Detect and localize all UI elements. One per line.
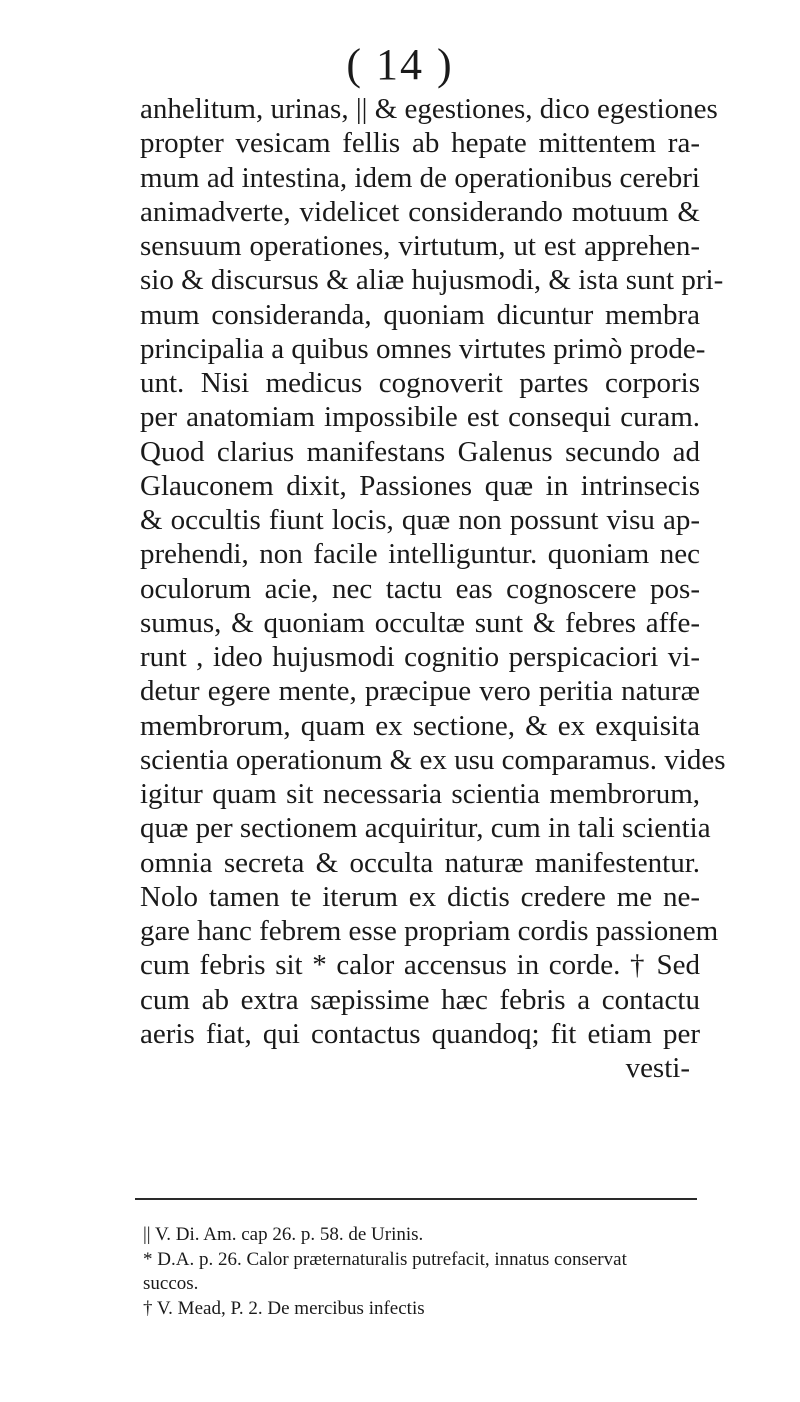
page-number: ( 14 ): [346, 40, 454, 89]
text-line: & occultis fiunt locis, quæ non possunt visu ap-: [140, 504, 700, 536]
text-line: animadverte, videlicet considerando motuum &: [140, 195, 700, 228]
text-line: membrorum, quam ex sectione, & ex exquisita: [140, 709, 700, 742]
text-line: mum consideranda, quoniam dicuntur membra: [140, 298, 700, 331]
text-line: anhelitum, urinas, || & egestiones, dico egestiones: [140, 93, 718, 125]
text-line: runt , ideo hujusmodi cognitio perspicaciori vi-: [140, 641, 700, 673]
text-line: sio & discursus & aliæ hujusmodi, & ista sunt pri-: [140, 264, 724, 297]
footnote-line: || V. Di. Am. cap 26. p. 58. de Urinis.: [143, 1224, 424, 1245]
text-line: igitur quam sit necessaria scientia membrorum,: [140, 778, 700, 810]
text-line: sensuum operationes, virtutum, ut est apprehen-: [140, 230, 700, 262]
text-line: cum ab extra sæpissime hæc febris a contactu: [140, 983, 700, 1016]
text-line: per anatomiam impossibile est consequi curam.: [140, 401, 700, 434]
text-line: scientia operationum & ex usu comparamus. vides: [140, 743, 726, 776]
catchword: vesti-: [625, 1052, 690, 1084]
text-line: gare hanc febrem esse propriam cordis passionem: [140, 915, 719, 947]
text-line: unt. Nisi medicus cognoverit partes corporis: [140, 367, 700, 399]
text-line: quæ per sectionem acquiritur, cum in tali scientia: [140, 812, 711, 845]
text-line: Glauconem dixit, Passiones quæ in intrinsecis: [140, 469, 700, 502]
text-line: omnia secreta & occulta naturæ manifestentur.: [140, 846, 700, 879]
text-line: prehendi, non facile intelliguntur. quoniam nec: [140, 538, 700, 571]
text-line: mum ad intestina, idem de operationibus cerebri: [140, 161, 700, 194]
text-line: sumus, & quoniam occultæ sunt & febres affe-: [140, 606, 700, 639]
body-text: [140, 92, 726, 1085]
footnote-line: * D.A. p. 26. Calor præternaturalis putrefacit, innatus conservat: [143, 1248, 627, 1270]
footnote-line: succos.: [143, 1273, 199, 1294]
text-line: detur egere mente, præcipue vero peritia naturæ: [140, 675, 700, 708]
footnote-divider: [135, 1198, 697, 1200]
footnote-line: † V. Mead, P. 2. De mercibus infectis: [143, 1297, 425, 1319]
text-line: oculorum acie, nec tactu eas cognoscere pos-: [140, 572, 700, 605]
text-line: propter vesicam fellis ab hepate mittentem ra-: [140, 127, 700, 160]
text-line: Nolo tamen te iterum ex dictis credere me ne-: [140, 880, 700, 913]
text-line: aeris fiat, qui contactus quandoq; fit etiam per: [140, 1017, 700, 1050]
text-line: Quod clarius manifestans Galenus secundo ad: [140, 435, 700, 468]
text-line: cum febris sit * calor accensus in corde. † Sed: [140, 949, 700, 982]
text-line: principalia a quibus omnes virtutes primò prode-: [140, 332, 706, 365]
footnotes: [143, 1223, 703, 1321]
